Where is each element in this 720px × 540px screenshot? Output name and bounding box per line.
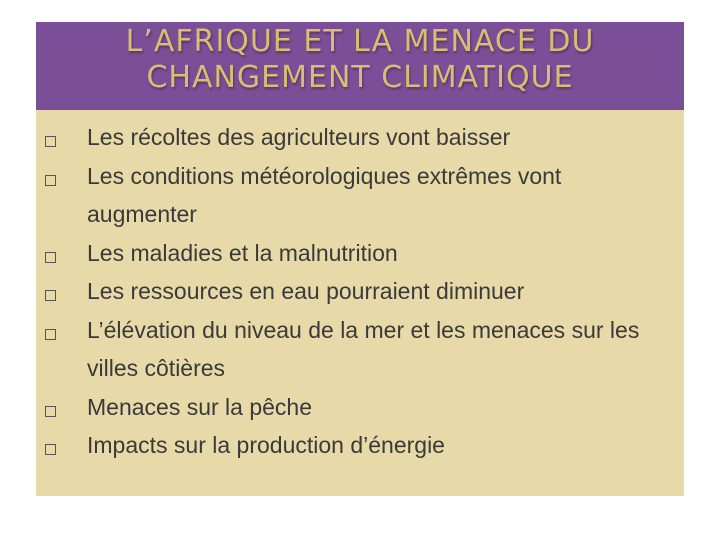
bullet-text: Impacts sur la production d’énergie: [87, 432, 445, 458]
slide-title: [36, 24, 684, 96]
empty-square-icon: [45, 329, 56, 340]
empty-square-icon: [45, 444, 56, 455]
bullet-item: [36, 157, 684, 234]
title-line-2: CHANGEMENT CLIMATIQUE: [146, 60, 574, 95]
slide: [36, 22, 684, 496]
empty-square-icon: [45, 175, 56, 186]
bullet-list: [36, 118, 684, 465]
bullet-text: L’élévation du niveau de la mer et les menaces sur les villes côtières: [87, 316, 640, 381]
bullet-text: Menaces sur la pêche: [87, 393, 313, 420]
bullet-item: [36, 272, 684, 311]
bullet-item: [36, 118, 684, 157]
empty-square-icon: [45, 252, 56, 263]
bullet-item: [36, 388, 684, 427]
bullet-text: Les maladies et la malnutrition: [87, 239, 398, 266]
bullet-text: Les ressources en eau pourraient diminuer: [87, 278, 525, 304]
bullet-item: [36, 234, 684, 273]
empty-square-icon: [45, 406, 56, 417]
empty-square-icon: [45, 290, 56, 301]
bullet-text: Les conditions météorologiques extrêmes vont augmenter: [87, 162, 562, 227]
bullet-text: Les récoltes des agriculteurs vont baisser: [87, 124, 511, 150]
title-bar: [36, 22, 684, 110]
empty-square-icon: [45, 136, 56, 147]
title-line-1: L’AFRIQUE ET LA MENACE DU: [125, 24, 595, 59]
bullet-item: [36, 426, 684, 465]
bullet-item: [36, 311, 684, 388]
